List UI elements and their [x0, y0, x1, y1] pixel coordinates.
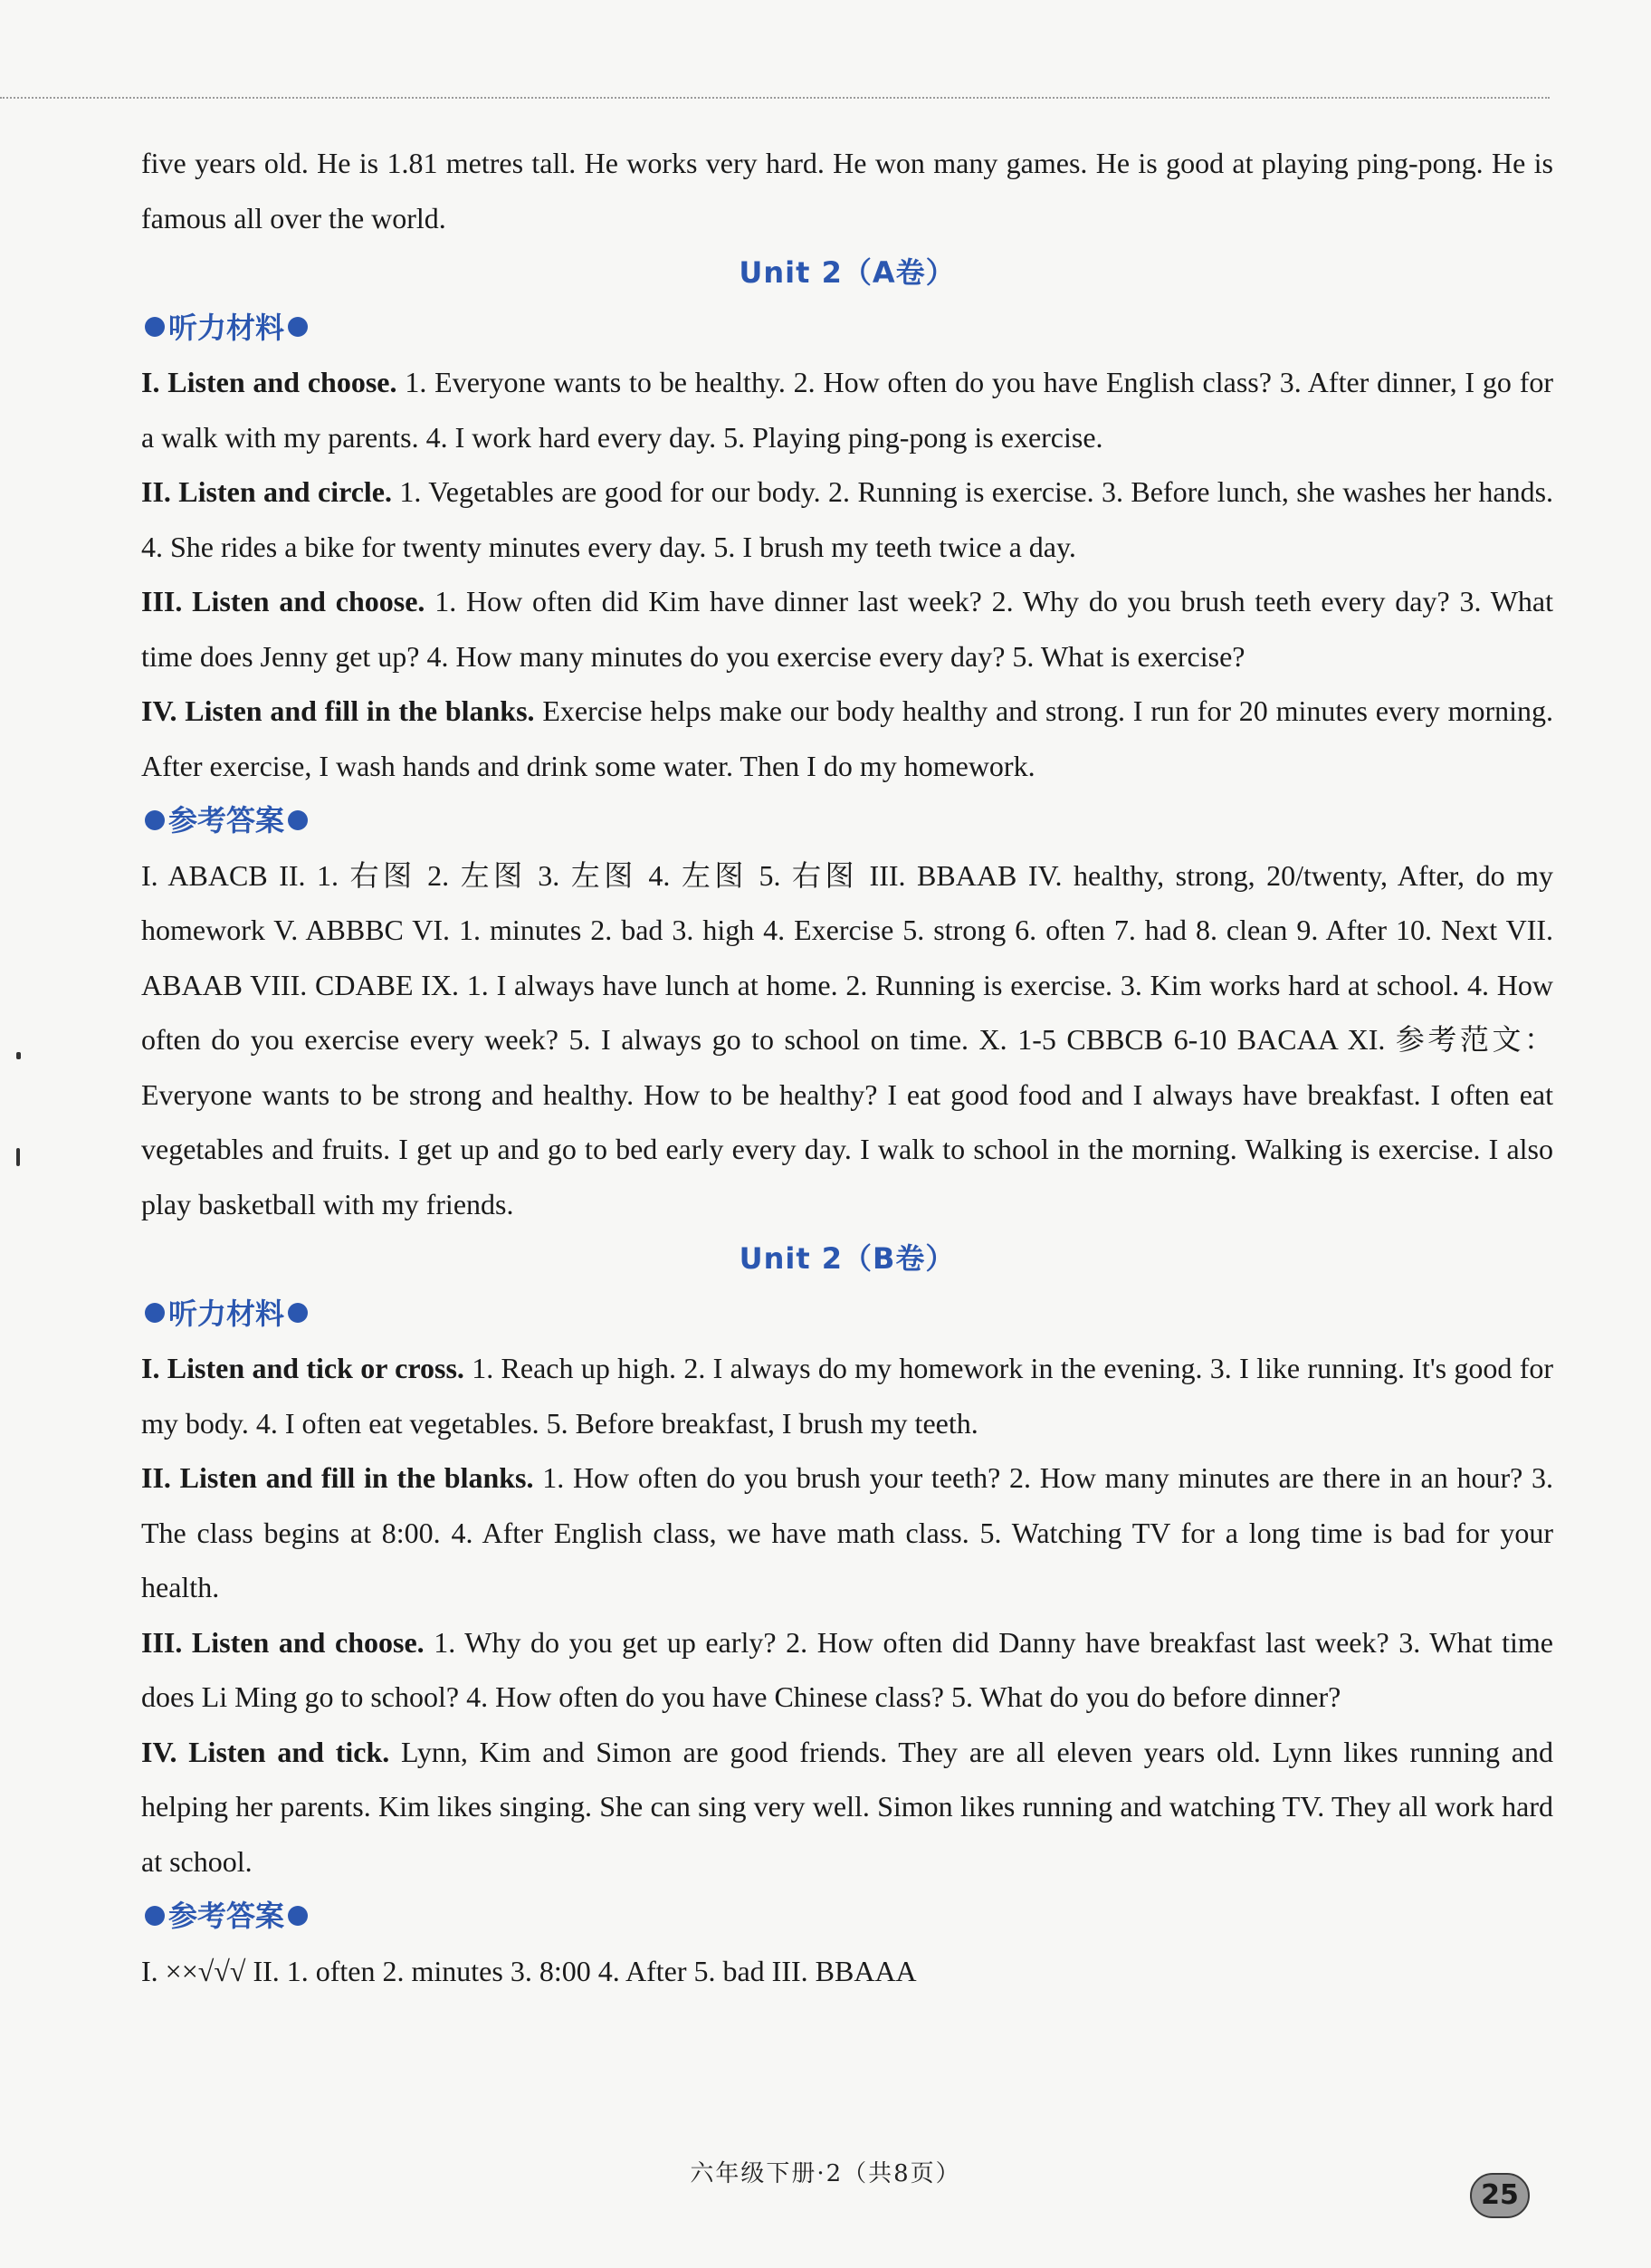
margin-mark — [16, 1052, 21, 1059]
bullet-icon — [288, 1906, 308, 1926]
unit-2a-title: Unit 2（A卷） — [739, 255, 956, 290]
page-footer: 六年级下册·2（共8页） — [690, 2160, 961, 2187]
bullet-icon — [145, 1906, 165, 1926]
top-dotted-rule — [0, 97, 1550, 99]
unit2b-section-4: IV. Listen and tick. Lynn, Kim and Simon are good friends. They are all eleven years old. Lynn likes running and helping her parents. Kim likes singing. She can sing very well. Simon likes running and watching TV. They all work hard at school. — [141, 1735, 1554, 1878]
bullet-icon — [145, 810, 165, 830]
unit2a-section-3: III. Listen and choose. 1. How often did Kim have dinner last week? 2. Why do you brush teeth every day? 3. What time does Jenny get up? 4. How many minutes do you exercise every day? 5. What is exercise? — [141, 585, 1553, 673]
page-number-badge: 25 — [1470, 2173, 1530, 2218]
unit2b-section-1: I. Listen and tick or cross. 1. Reach up high. 2. I always do my homework in the evening. 3. I like running. It's good for my body. 4. I often eat vegetables. 5. Before breakfast, I brush my teeth. — [141, 1352, 1554, 1440]
unit2a-section-2: II. Listen and circle. 1. Vegetables are good for our body. 2. Running is exercise. 3. Before lunch, she washes her hands. 4. She rides a bike for twenty minutes every day. 5. I brush my teeth twice a day. — [141, 475, 1554, 563]
answer-header-a: 参考答案 — [141, 793, 1553, 848]
bullet-icon — [288, 810, 308, 830]
unit2a-section-4: IV. Listen and fill in the blanks. Exercise helps make our body healthy and strong. I run for 20 minutes every morning. After exercise, I wash hands and drink some water. Then I do my homework. — [141, 694, 1554, 782]
bullet-icon — [145, 1303, 165, 1323]
unit2b-section-2: II. Listen and fill in the blanks. 1. How often do you brush your teeth? 2. How many minutes are there in an hour? 3. The class begins at 8:00. 4. After English class, we have math class. 5. Watching TV for a long time is bad for your health. — [141, 1461, 1554, 1603]
bullet-icon — [145, 317, 165, 337]
unit2a-answers: I. ABACB II. 1. 右图 2. 左图 3. 左图 4. 左图 5. 右图 III. BBAAB IV. healthy, strong, 20/twenty, After, do my homework V. ABBBC VI. 1. minutes 2. bad 3. high 4. Exercise 5. strong 6. often 7. had 8. clean 9. After 10. Next VII. ABAAB VIII. CDABE IX. 1. I always have lunch at home. 2. Running is exercise. 3. Kim works hard at school. 4. How often do you exercise every week? 5. I always go to school on time. X. 1-5 CBBCB 6-10 BACAA XI. 参考范文：Everyone wants to be strong and healthy. How to be healthy? I eat good food and I always have breakfast. I often eat vegetables and fruits. I get up and go to bed early every day. I walk to school in the morning. Walking is exercise. I also play basketball with my friends. — [141, 858, 1553, 1220]
answer-content — [141, 136, 1553, 1998]
bullet-icon — [288, 317, 308, 337]
answer-header-b: 参考答案 — [141, 1889, 1553, 1944]
unit2b-answers: I. ××√√√ II. 1. often 2. minutes 3. 8:00 4. After 5. bad III. BBAAA — [141, 1954, 917, 1987]
margin-mark — [16, 1148, 20, 1166]
unit2a-section-1: I. Listen and choose. 1. Everyone wants to be healthy. 2. How often do you have English class? 3. After dinner, I go for a walk with my parents. 4. I work hard every day. 5. Playing ping-pong is exercise. — [141, 366, 1554, 454]
listening-header-b: 听力材料 — [141, 1287, 1553, 1342]
bullet-icon — [288, 1303, 308, 1323]
listening-header-a: 听力材料 — [141, 301, 1553, 356]
unit2b-section-3: III. Listen and choose. 1. Why do you get up early? 2. How often did Danny have breakfast last week? 3. What time does Li Ming go to school? 4. How often do you have Chinese class? 5. What do you do before dinner? — [141, 1625, 1554, 1713]
intro-paragraph: five years old. He is 1.81 metres tall. He works very hard. He won many games. He is good at playing ping-pong. He is famous all over the world. — [141, 147, 1553, 234]
unit-2b-title: Unit 2（B卷） — [739, 1241, 956, 1276]
